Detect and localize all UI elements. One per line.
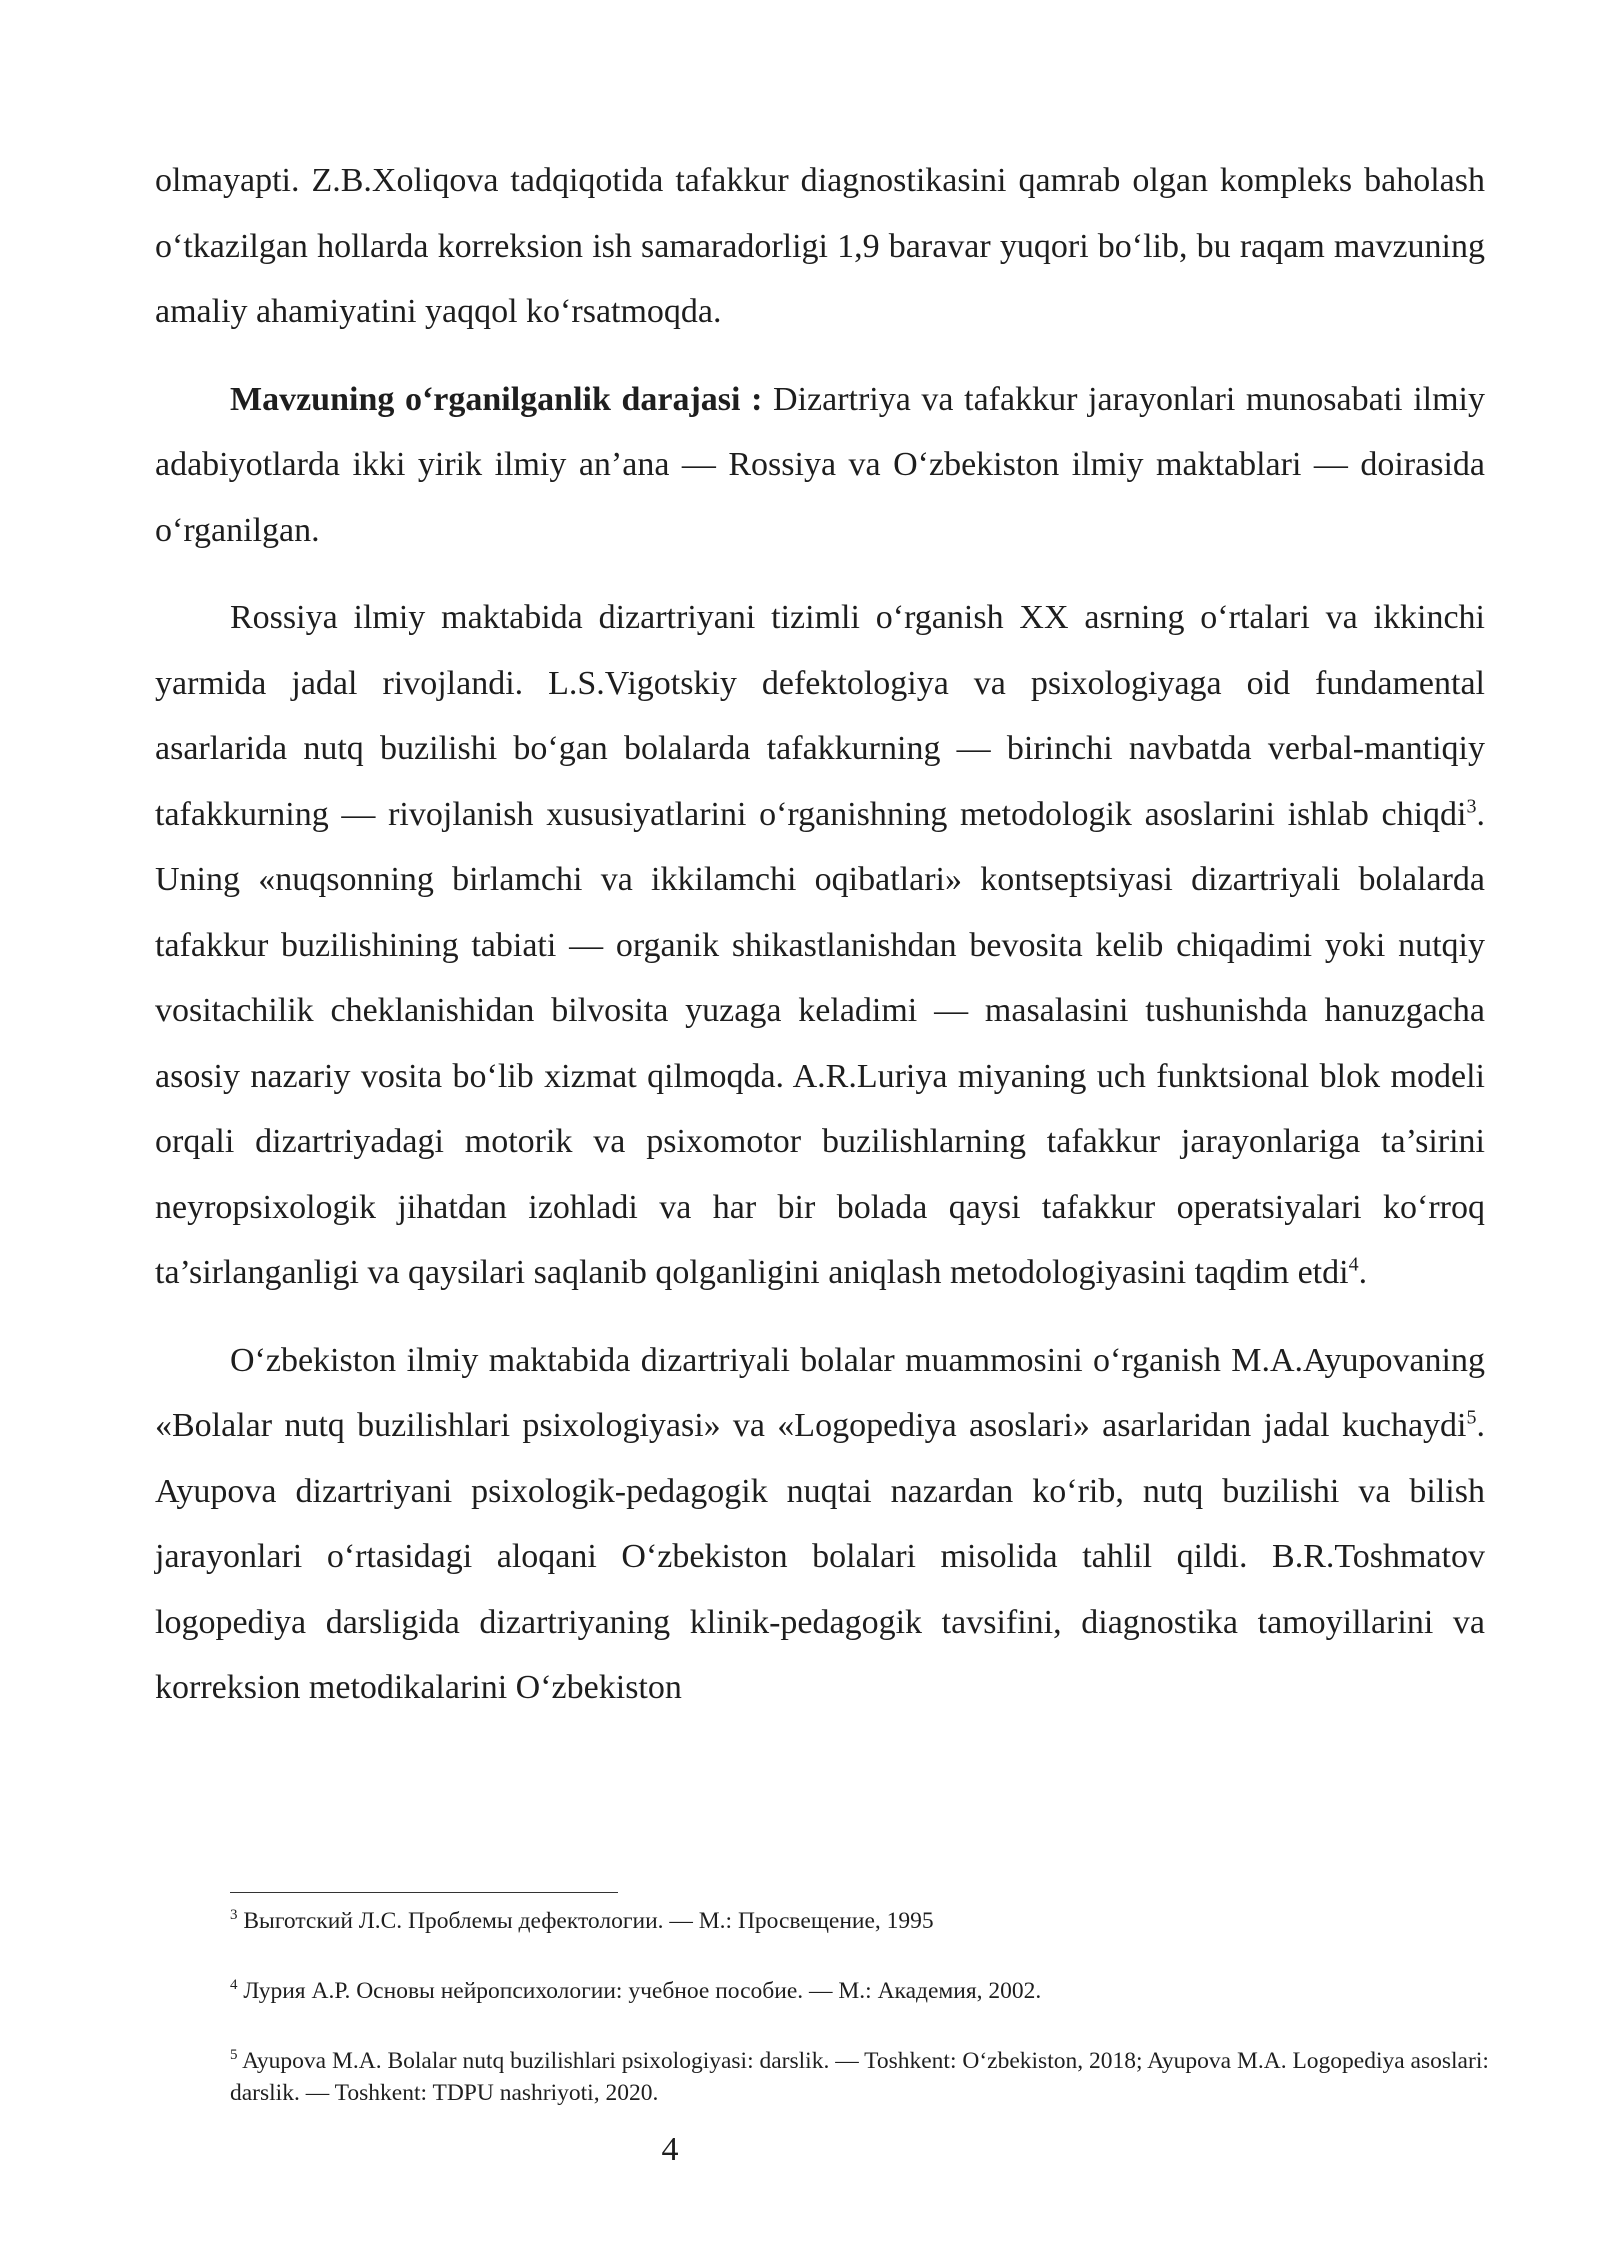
section-heading: Mavzuning o‘rganilganlik darajasi : [230, 380, 763, 418]
page-number: 4 [661, 2131, 679, 2168]
text-run: olmayapti. Z.B.Xoliqova tadqiqotida tafakkur diagnostikasini qamrab olgan kompleks baholash o‘tkazilgan hollarda korreksion ish samaradorligi 1,9 baravar yuqori bo‘lib, bu raqam mavzuning amaliy ahamiyatini yaqqol ko‘rsatmoqda. [155, 162, 1485, 330]
text-run: . Uning «nuqsonning birlamchi va ikkilamchi oqibatlari» kontseptsiyasi dizartriyali bolalarda tafakkur buzilishining tabiati — organik shikastlanishdan bevosita kelib chiqadimi yoki nutqiy vositachilik cheklanishidan bilvosita yuzaga keladimi — masalasini tushunishda hanuzgacha asosiy nazariy vosita bo‘lib xizmat qilmoqda. A.R.Luriya miyaning uch funktsional blok modeli orqali dizartriyadagi motorik va psixomotor buzilishlarning tafakkur jarayonlariga ta’sirini neyropsixologik jihatdan izohladi va har bir bolada qaysi tafakkur operatsiyalari ko‘rroq ta’sirlanganligi va qaysilari saqlanib qolganligini aniqlash metodologiyasini taqdim etdi [155, 795, 1485, 1291]
footnote-separator [230, 1892, 618, 1893]
footnote-number: 4 [230, 1977, 238, 1994]
text-run: O‘zbekiston ilmiy maktabida dizartriyali bolalar muammosini o‘rganish M.A.Ayupovaning «Bolalar nutq buzilishlari psixologiyasi» va «Logopediya asoslari» asarlaridan jadal kuchaydi [155, 1341, 1485, 1444]
footnote-ref-3[interactable]: 3 [1466, 795, 1477, 818]
footnote-4 [230, 1975, 1490, 2007]
text-run: . [1358, 1254, 1368, 1291]
paragraph-russian-school [155, 585, 1485, 1306]
paragraph [155, 148, 1485, 345]
footnote-number: 5 [230, 2047, 238, 2064]
text-run: Dizartriya va tafakkur jarayonlari munosabati ilmiy adabiyotlarda ikki yirik ilmiy an’ana — Rossiya va O‘zbekiston ilmiy maktablari — doirasida o‘rganilgan. [155, 380, 1486, 549]
footnotes [230, 1905, 1490, 2109]
paragraph-uzbek-school [155, 1328, 1485, 1721]
footnote-text: Ayupova M.A. Bolalar nutq buzilishlari psixologiyasi: darslik. — Toshkent: O‘zbekiston, 2018; Ayupova M.A. Logopediya asoslari: darslik. — Toshkent: TDPU nashriyoti, 2020. [230, 2048, 1489, 2106]
footnote-text: Выготский Л.С. Проблемы дефектологии. — М.: Просвещение, 1995 [237, 1908, 934, 1934]
footnote-text: Лурия А.Р. Основы нейропсихологии: учебное пособие. — М.: Академия, 2002. [237, 1978, 1042, 2004]
text-run: . Ayupova dizartriyani psixologik-pedagogik nuqtai nazardan ko‘rib, nutq buzilishi va bilish jarayonlari o‘rtasidagi aloqani O‘zbekiston bolalari misolida tahlil qildi. B.R.Toshmatov logopediya darsligida dizartriyaning klinik-pedagogik tavsifini, diagnostika tamoyillarini va korreksion metodikalarini O‘zbekiston [155, 1407, 1485, 1706]
footnote-ref-5[interactable]: 5 [1466, 1406, 1477, 1429]
footnote-3 [230, 1905, 1490, 1937]
footnote-ref-4[interactable]: 4 [1348, 1253, 1359, 1276]
paragraph-study-level [155, 367, 1485, 564]
footnote-number: 3 [230, 1907, 238, 1924]
body-text [155, 148, 1485, 1721]
footnote-5 [230, 2045, 1490, 2109]
text-run: Rossiya ilmiy maktabida dizartriyani tizimli o‘rganish XX asrning o‘rtalari va ikkinchi yarmida jadal rivojlandi. L.S.Vigotskiy defektologiya va psixologiyaga oid fundamental asarlarida nutq buzilishi bo‘gan bolalarda tafakkurning — birinchi navbatda verbal-mantiqiy tafakkurning — rivojlanish xususiyatlarini o‘rganishning metodologik asoslarini ishlab chiqdi [155, 599, 1485, 833]
